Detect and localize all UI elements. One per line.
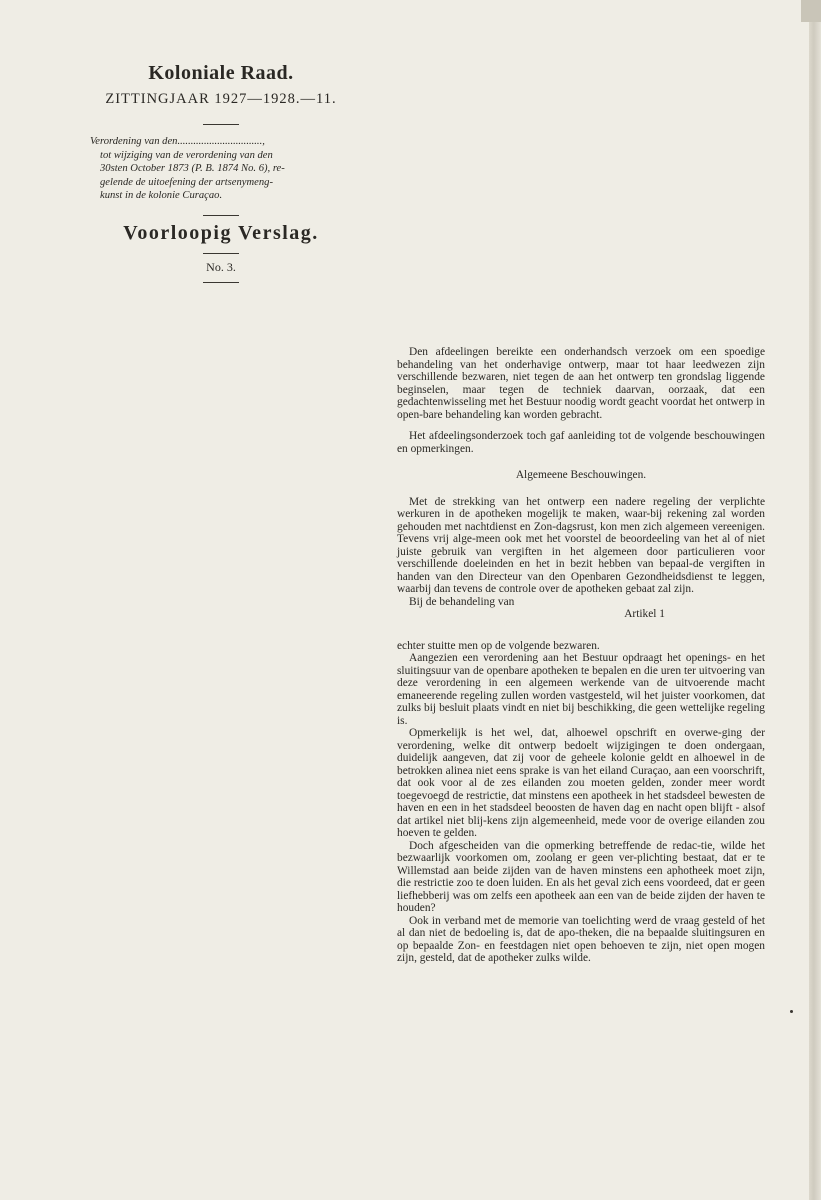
report-body bbox=[397, 346, 765, 965]
ordinance-line: kunst in de kolonie Curaçao. bbox=[100, 190, 223, 202]
article-heading: Artikel 1 bbox=[624, 608, 665, 620]
divider bbox=[203, 282, 239, 283]
council-heading: Koloniale Raad. bbox=[148, 62, 294, 84]
paragraph: Opmerkelijk is het wel, dat, alhoewel opschrift en overwe-ging der verordening, welke dit ontwerp bedoelt wijzigingen te doen ondergaan, duidelijk aangeven, dat zij voor de geheele kolonie geldt en alhoewel in de betrokken alinea niet eens sprake is van het eiland Curaçao, aan een voorschrift, dat ook voor al de zes eilanden zou moeten gelden, zonder meer wordt toegevoegd de restrictie, dat minstens een apotheek in het stadsdeel bewesten de haven en een in het stadsdeel beoosten de haven dag en nacht open blijft - alsof dat artikel niet blij-kens zijn algemeenheid, mede voor de overige eilanden zou hoeven te gelden. bbox=[397, 727, 765, 839]
paragraph: Het afdeelingsonderzoek toch gaf aanleiding tot de volgende beschouwingen en opmerkingen. bbox=[397, 430, 765, 455]
divider bbox=[203, 215, 239, 216]
ordinance-line: 30sten October 1873 (P. B. 1874 No. 6), re- bbox=[100, 163, 285, 175]
page-corner bbox=[801, 0, 821, 22]
paragraph: Doch afgescheiden van die opmerking betreffende de redac-tie, wilde het bezwaarlijk voorkomen om, zoolang er geen ver-plichting bestaat, dat er te Willemstad aan beide zijden van de haven minstens een aphotheek moet zijn, die restrictie zoo te doen luiden. En als het geval zich eens voordeed, dat er geen liefhebberij was om zelfs een apotheek aan een van de beide zijden der haven te houden? bbox=[397, 839, 765, 914]
session-year: ZITTINGJAAR 1927—1928.—11. bbox=[105, 91, 337, 107]
margin-mark bbox=[790, 1010, 793, 1013]
paragraph: Ook in verband met de memorie van toelichting werd de vraag gesteld of het al dan niet de bedoeling is, dat de apo-theken, die na bepaalde sluitingsuren en op bepaalde Zon- en feestdagen niet open behoeven te zijn, niet open mogen zijn, gesteld, dat de apotheker zulks wilde. bbox=[397, 914, 765, 964]
report-title: Voorloopig Verslag. bbox=[123, 221, 319, 244]
paragraph: Bij de behandeling van bbox=[409, 595, 515, 608]
report-number: No. 3. bbox=[206, 259, 236, 274]
paragraph: Met de strekking van het ontwerp een nadere regeling der verplichte werkuren in de apotheken mogelijk te maken, waar-bij rekening zal worden gehouden met nachtdienst en Zon-dagsrust, kon men zich algemeen vereenigen. Tevens vrij alge-meen ook met het voorstel de beoordeeling van het al of niet juiste gebruik van vergiften in het algemeen door particulieren voor verschillende doeleinden en het in bezit hebben van bepaal-de vergiften in handen van den Directeur van den Openbaren Gezondheidsdienst te leggen, waarbij dan tevens de controle over de apotheken gebaat zal zijn. bbox=[397, 495, 765, 595]
ordinance-title bbox=[90, 135, 352, 203]
section-heading: Algemeene Beschouwingen. bbox=[515, 469, 647, 481]
divider bbox=[203, 124, 239, 125]
paragraph: Aangezien een verordening aan het Bestuur opdraagt het openings- en het sluitingsuur van de openbare apotheken te bepalen en die uren ter uitvoering van deze verordening in een algemeen werkende van de uitvoerende macht emaneerende regeling zullen worden vastgesteld, wil het juister voorkomen, dat zulks bij besluit plaats vindt en niet bij beschikking, die geen wettelijke regeling is. bbox=[397, 652, 765, 727]
divider bbox=[203, 253, 239, 254]
header-block bbox=[90, 62, 352, 283]
ordinance-line: Verordening van den................................, bbox=[90, 136, 265, 147]
paragraph-intro: Den afdeelingen bereikte een onderhandsch verzoek om een spoedige behandeling van het onderhavige ontwerp, maar tot haar leedwezen zijn verschillende bezwaren, niet tegen de aan het ontwerp ten grondslag liggende beginselen, maar tegen de techniek daarvan, oorzaak, dat een gedachtenwisseling met het Bestuur noodig wordt geacht voordat het ontwerp in open-bare behandeling kan worden gebracht. bbox=[397, 346, 765, 421]
page-edge bbox=[809, 0, 821, 1200]
ordinance-line: tot wijziging van de verordening van den bbox=[100, 149, 273, 161]
paragraph: echter stuitte men op de volgende bezwaren. bbox=[397, 639, 600, 652]
ordinance-line: gelende de uitoefening der artsenymeng- bbox=[100, 176, 273, 188]
